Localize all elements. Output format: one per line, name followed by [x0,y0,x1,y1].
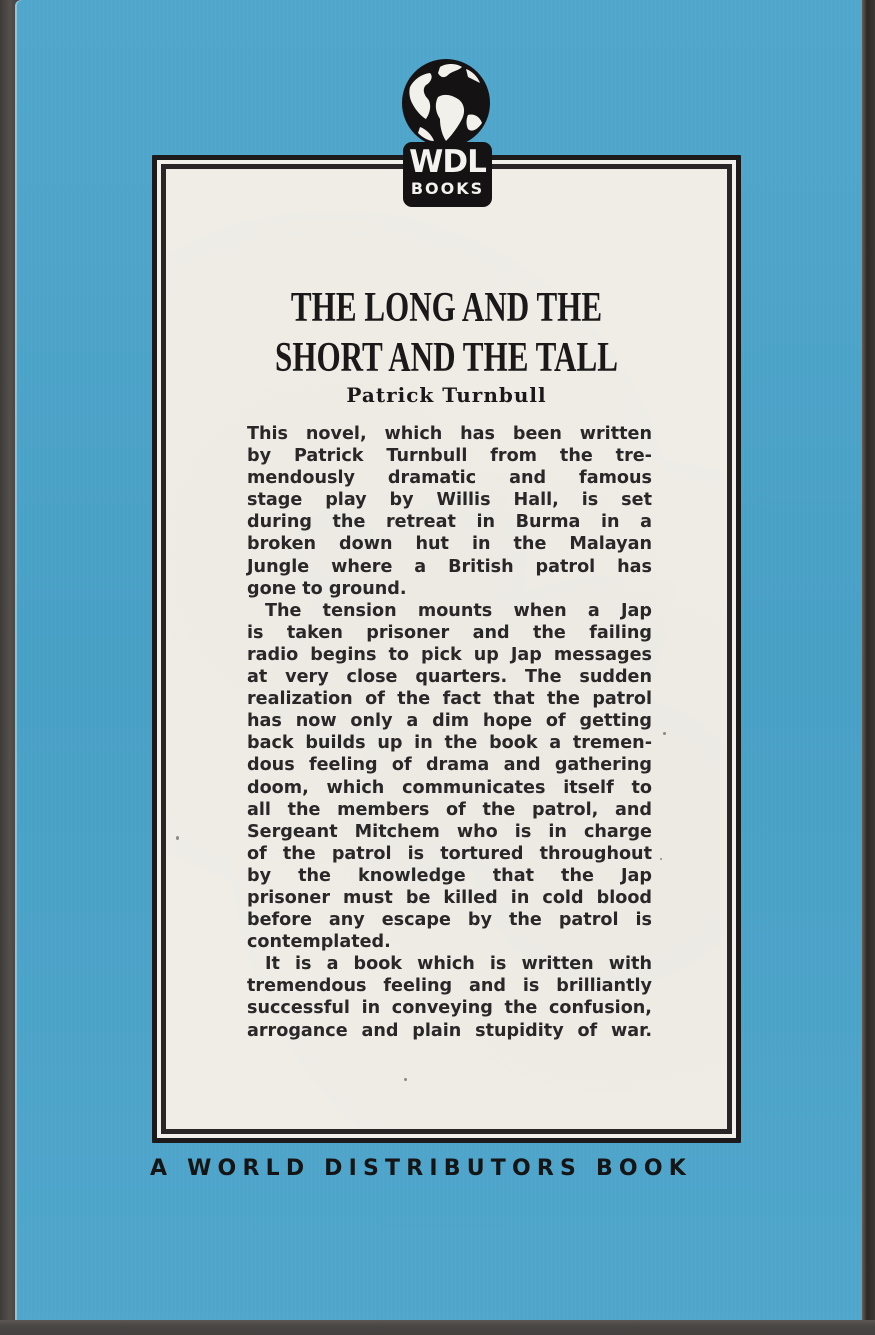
blurb-line: is taken prisoner and the failing [247,622,652,643]
blurb-line: during the retreat in Burma in a [247,512,652,533]
publisher-footer: A WORLD DISTRIBUTORS BOOK [150,1156,692,1181]
blurb-line: arrogance and plain stupidity of war. [247,1020,652,1041]
book-title-line-1: THE LONG AND THE [290,285,603,331]
blurb-line: Jungle where a British patrol has [247,556,652,577]
book-title-line-2: SHORT AND THE TALL [275,335,618,381]
blurb-line: gone to ground. [247,578,407,599]
blurb-line: This novel, which has been written [247,424,652,444]
blurb-line: back builds up in the book a tremen- [247,733,652,754]
book-title [239,283,654,383]
blurb-line: has now only a dim hope of getting [247,711,652,732]
cover-bottom-edge [0,1320,875,1335]
blurb-line: contemplated. [247,932,391,953]
blurb-line: radio begins to pick up Jap messages [247,644,652,665]
logo-wdl-text: WDL [409,144,486,180]
blurb-text [247,423,652,1042]
blurb-line: It is a book which is written with [265,954,652,975]
blurb-line: successful in conveying the confusion, [247,998,652,1019]
logo-books-text: BOOKS [410,179,485,198]
cover-right-edge [862,0,875,1335]
print-speck [660,858,662,860]
globe-icon [400,57,492,149]
blurb-line: doom, which communicates itself to [247,777,652,798]
blurb-line: by the knowledge that the Jap [247,865,652,886]
blurb-line: realization of the fact that the patrol [247,689,652,710]
blurb-line: The tension mounts when a Jap [265,600,652,621]
blurb-line: Sergeant Mitchem who is in charge [247,821,652,842]
blurb-line: tremendous feeling and is brilliantly [247,976,652,997]
blurb-line: by Patrick Turnbull from the tre- [247,446,652,467]
print-speck [176,836,179,840]
blurb-line: all the members of the patrol, and [247,799,652,820]
blurb-line: mendously dramatic and famous [247,468,652,489]
blurb-line: dous feeling of drama and gathering [247,755,652,776]
blurb-line: stage play by Willis Hall, is set [247,490,652,511]
blurb-line: at very close quarters. The sudden [247,667,652,688]
print-speck [663,732,666,735]
blurb-line: broken down hut in the Malayan [247,534,652,555]
blurb-line: of the patrol is tortured throughout [247,843,652,864]
blurb-line: before any escape by the patrol is [247,910,652,931]
author-name: Patrick Turnbull [346,383,547,407]
print-speck [404,1078,407,1081]
blurb-line: prisoner must be killed in cold blood [247,887,652,908]
wdl-books-badge [403,142,492,207]
